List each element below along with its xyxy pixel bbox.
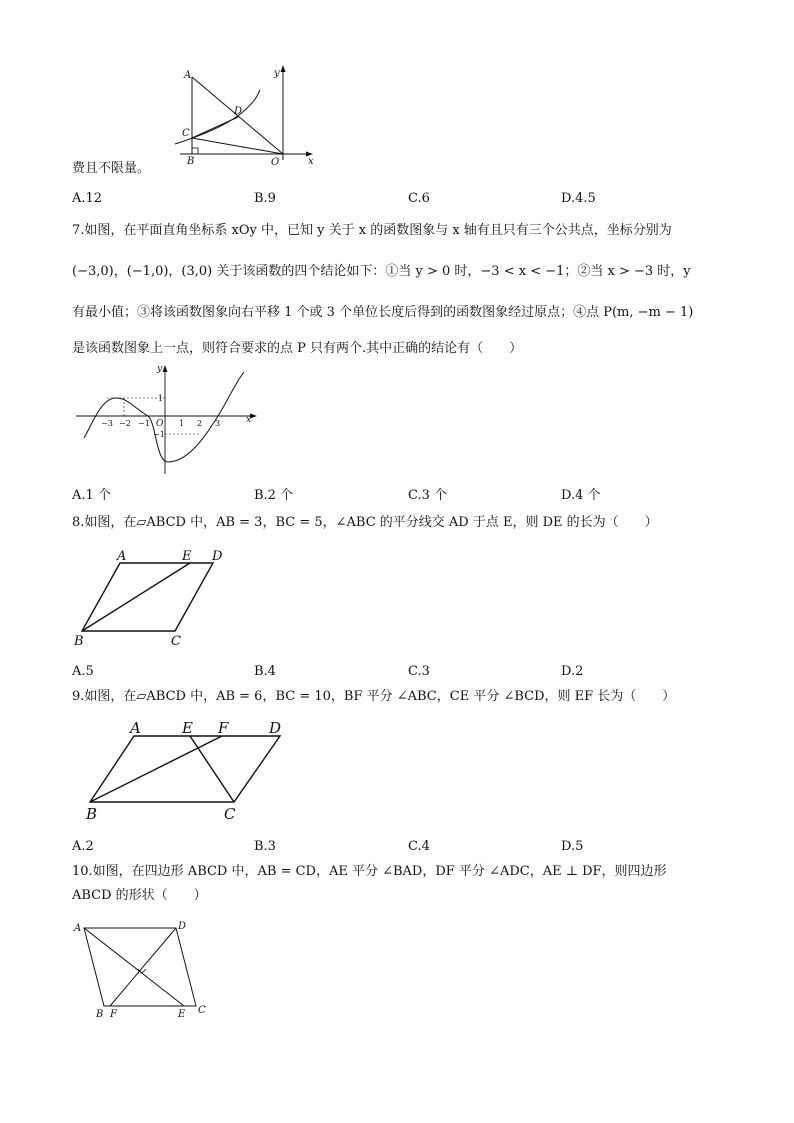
q6-label-A: A bbox=[184, 70, 192, 81]
q7-option-b: B.2 个 bbox=[254, 488, 294, 503]
q8-option-c: C.3 bbox=[408, 664, 430, 679]
q10-figure bbox=[72, 918, 222, 1023]
q8-label-D: D bbox=[212, 549, 223, 564]
q8-figure bbox=[72, 546, 242, 651]
q8-stem: 8.如图，在▱ABCD 中，AB = 3，BC = 5，∠ABC 的平分线交 AD 于点 E，则 DE 的长为（ ） bbox=[72, 515, 658, 530]
q8-option-a: A.5 bbox=[72, 664, 94, 679]
q9-stem: 9.如图，在▱ABCD 中，AB = 6，BC = 10，BF 平分 ∠ABC，CE 平分 ∠BCD，则 EF 长为（ ） bbox=[72, 689, 676, 704]
q6-label-O: O bbox=[271, 157, 280, 168]
q7-tick-1: 1 bbox=[179, 419, 185, 428]
q7-tick-m2: −2 bbox=[119, 419, 131, 428]
q6-option-c: C.6 bbox=[408, 191, 430, 206]
q7-tick-3: 3 bbox=[215, 419, 221, 428]
q7-option-d: D.4 个 bbox=[561, 488, 601, 503]
q10-label-D: D bbox=[178, 921, 187, 932]
q9-option-d: D.5 bbox=[561, 839, 584, 854]
q6-label-y: y bbox=[274, 68, 280, 79]
q9-label-E: E bbox=[182, 719, 193, 737]
q7-stem-line4: 是该函数图象上一点，则符合要求的点 P 只有两个.其中正确的结论有（ ） bbox=[72, 341, 523, 356]
q10-stem-line1: 10.如图，在四边形 ABCD 中，AB = CD，AE 平分 ∠BAD，DF 平分 ∠ADC，AE ⊥ DF，则四边形 bbox=[72, 864, 667, 879]
q8-label-E: E bbox=[182, 549, 192, 564]
q6-figure bbox=[170, 62, 330, 172]
q6-option-b: B.9 bbox=[254, 191, 276, 206]
q6-option-a: A.12 bbox=[72, 191, 103, 206]
q6-tail-text: 费且不限量。 bbox=[72, 161, 151, 176]
q7-option-c: C.3 个 bbox=[408, 488, 448, 503]
q7-tick-ym1: −1 bbox=[153, 430, 165, 439]
q8-label-C: C bbox=[171, 634, 181, 649]
q6-label-B: B bbox=[187, 156, 195, 167]
q6-label-D: D bbox=[234, 106, 243, 117]
q8-option-d: D.2 bbox=[561, 664, 584, 679]
q7-tick-2: 2 bbox=[197, 419, 203, 428]
q9-figure bbox=[72, 718, 297, 828]
q6-label-x: x bbox=[308, 156, 314, 167]
q7-stem-line1: 7.如图，在平面直角坐标系 xOy 中，已知 y 关于 x 的函数图象与 x 轴有且只有三个公共点，坐标分别为 bbox=[72, 223, 672, 238]
q10-stem-line2: ABCD 的形状（ ） bbox=[72, 888, 207, 903]
q9-option-c: C.4 bbox=[408, 839, 430, 854]
q10-label-C: C bbox=[198, 1005, 206, 1016]
q7-label-y: y bbox=[157, 364, 163, 374]
q9-label-B: B bbox=[86, 805, 98, 823]
q9-label-D: D bbox=[269, 719, 282, 737]
q7-option-a: A.1 个 bbox=[72, 488, 111, 503]
q9-label-A: A bbox=[130, 719, 141, 737]
q6-label-C: C bbox=[182, 128, 190, 139]
q8-label-A: A bbox=[117, 549, 127, 564]
q10-label-E: E bbox=[178, 1009, 186, 1020]
q9-option-b: B.3 bbox=[254, 839, 276, 854]
q9-label-C: C bbox=[224, 805, 236, 823]
q7-stem-line3: 有最小值；③将该函数图象向右平移 1 个或 3 个单位长度后得到的函数图象经过原点；④点 P(m, −m − 1) bbox=[72, 305, 694, 320]
q8-label-B: B bbox=[74, 634, 84, 649]
q10-label-B: B bbox=[96, 1009, 104, 1020]
q9-option-a: A.2 bbox=[72, 839, 94, 854]
q7-tick-m1: −1 bbox=[138, 419, 150, 428]
q9-label-F: F bbox=[218, 719, 229, 737]
q7-graph bbox=[72, 362, 262, 477]
q10-label-F: F bbox=[110, 1009, 117, 1020]
q10-label-A: A bbox=[74, 923, 82, 934]
q7-tick-y1: 1 bbox=[158, 394, 164, 403]
q7-label-O: O bbox=[156, 419, 164, 429]
q8-option-b: B.4 bbox=[254, 664, 276, 679]
q7-label-x: x bbox=[246, 415, 252, 425]
q7-tick-m3: −3 bbox=[101, 419, 113, 428]
q7-stem-line2: (−3,0)，(−1,0)，(3,0) 关于该函数的四个结论如下：①当 y > 0 时，−3 < x < −1；②当 x > −3 时，y bbox=[72, 264, 691, 279]
q6-option-d: D.4.5 bbox=[561, 191, 596, 206]
